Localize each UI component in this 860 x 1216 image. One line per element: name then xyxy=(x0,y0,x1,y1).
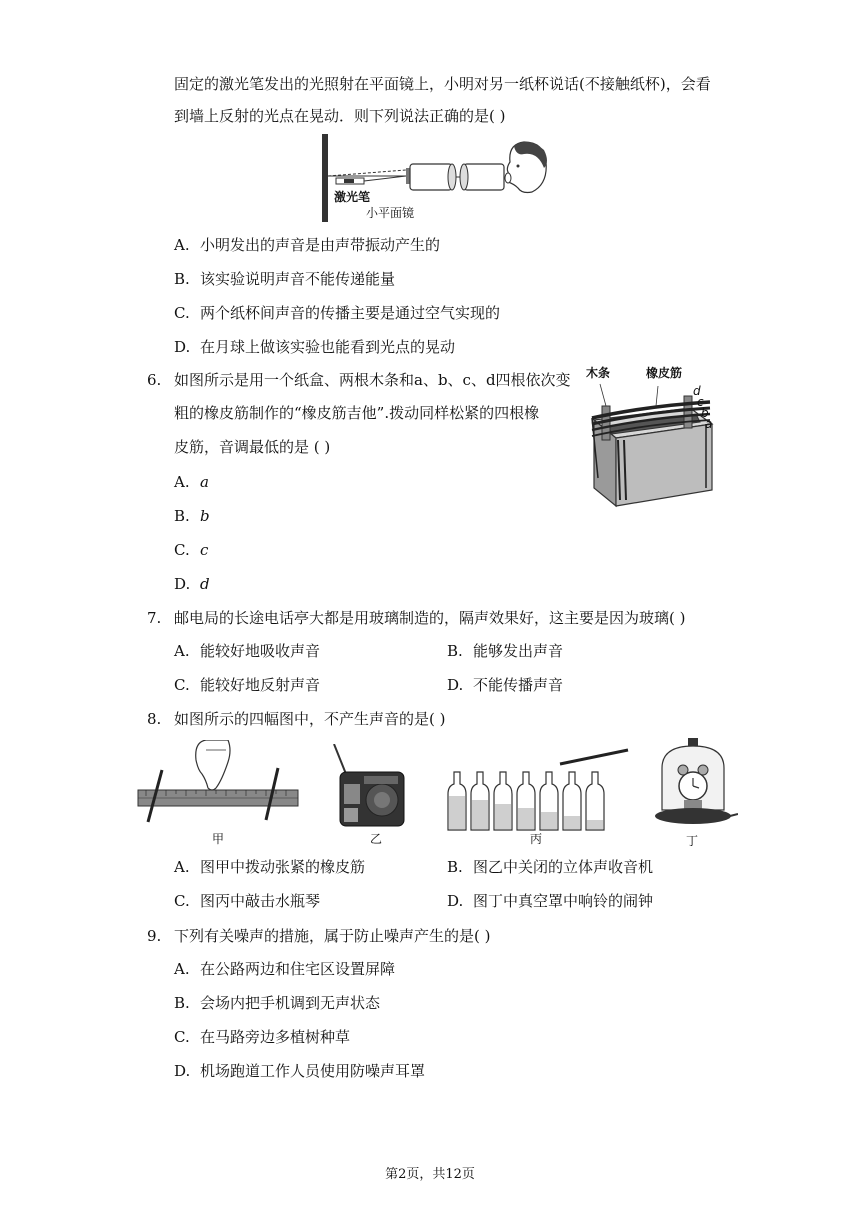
q7-number: 7. xyxy=(147,609,162,627)
q8-option-b: B. 图乙中关闭的立体声收音机 xyxy=(447,858,654,876)
q8-label-bing: 丙 xyxy=(530,832,543,846)
q7-stem: 邮电局的长途电话亭大都是用玻璃制造的，隔声效果好，这主要是因为玻璃( ) xyxy=(174,609,686,627)
q9-option-b: B. 会场内把手机调到无声状态 xyxy=(174,994,381,1012)
q5-option-c: C. 两个纸杯间声音的传播主要是通过空气实现的 xyxy=(174,304,501,322)
q6-option-b: B. b xyxy=(174,507,210,525)
q8-option-d: D. 图丁中真空罩中响铃的闹钟 xyxy=(447,892,654,910)
page-footer: 第2页，共12页 xyxy=(385,1167,475,1182)
q8-figure-jia-ruler xyxy=(136,740,302,828)
q8-option-c: C. 图丙中敲击水瓶琴 xyxy=(174,892,321,910)
q6-figure-rubber-guitar xyxy=(586,368,722,510)
q7-option-b: B. 能够发出声音 xyxy=(447,642,564,660)
q8-label-jia: 甲 xyxy=(212,832,225,846)
q9-stem: 下列有关噪声的措施，属于防止噪声产生的是( ) xyxy=(174,927,491,945)
q6-number: 6. xyxy=(147,371,162,389)
q8-figure-ding-bell-jar xyxy=(648,738,738,828)
q6-label-wood: 木条 xyxy=(586,366,611,380)
q8-figure-yi-radio xyxy=(328,744,418,828)
q6-option-d: D. d xyxy=(174,575,210,593)
q6-band-label-b: b xyxy=(701,406,709,420)
q8-label-yi: 乙 xyxy=(370,832,383,846)
q6-stem-line3: 皮筋，音调最低的是 ( ) xyxy=(174,438,331,456)
q8-label-ding: 丁 xyxy=(686,834,699,848)
q5-figure-laser-cups xyxy=(318,132,558,224)
q6-option-c: C. c xyxy=(174,541,209,559)
q6-band-label-c: c xyxy=(697,395,704,409)
q5-option-b: B. 该实验说明声音不能传递能量 xyxy=(174,270,396,288)
q7-option-d: D. 不能传播声音 xyxy=(447,676,564,694)
q9-number: 9. xyxy=(147,927,162,945)
q6-stem-line2: 粗的橡皮筋制作的“橡皮筋吉他”.拨动同样松紧的四根橡 xyxy=(174,404,540,422)
q6-label-rubber: 橡皮筋 xyxy=(646,366,683,380)
q9-option-c: C. 在马路旁边多植树种草 xyxy=(174,1028,351,1046)
q9-option-d: D. 机场跑道工作人员使用防噪声耳罩 xyxy=(174,1062,426,1080)
q5-stem-line1: 固定的激光笔发出的光照射在平面镜上，小明对另一纸杯说话(不接触纸杯)，会看 xyxy=(174,75,711,93)
q7-option-c: C. 能较好地反射声音 xyxy=(174,676,321,694)
q6-band-label-d: d xyxy=(693,384,701,398)
q6-option-a: A. a xyxy=(174,473,209,491)
q6-band-label-a: a xyxy=(705,417,713,431)
q5-label-mirror: 小平面镜 xyxy=(366,206,415,220)
q8-number: 8. xyxy=(147,710,162,728)
q8-option-a: A. 图甲中拨动张紧的橡皮筋 xyxy=(174,858,366,876)
q5-option-d: D. 在月球上做该实验也能看到光点的晃动 xyxy=(174,338,456,356)
q5-stem-line2: 到墙上反射的光点在晃动．则下列说法正确的是( ) xyxy=(174,107,506,125)
q8-figure-bing-bottles xyxy=(444,746,630,832)
q9-option-a: A. 在公路两边和住宅区设置屏障 xyxy=(174,960,396,978)
q7-option-a: A. 能较好地吸收声音 xyxy=(174,642,321,660)
q5-label-laser: 激光笔 xyxy=(334,190,371,204)
q8-stem: 如图所示的四幅图中，不产生声音的是( ) xyxy=(174,710,446,728)
q5-option-a: A. 小明发出的声音是由声带振动产生的 xyxy=(174,236,441,254)
q6-stem-line1: 如图所示是用一个纸盒、两根木条和a、b、c、d四根依次变 xyxy=(174,371,571,389)
